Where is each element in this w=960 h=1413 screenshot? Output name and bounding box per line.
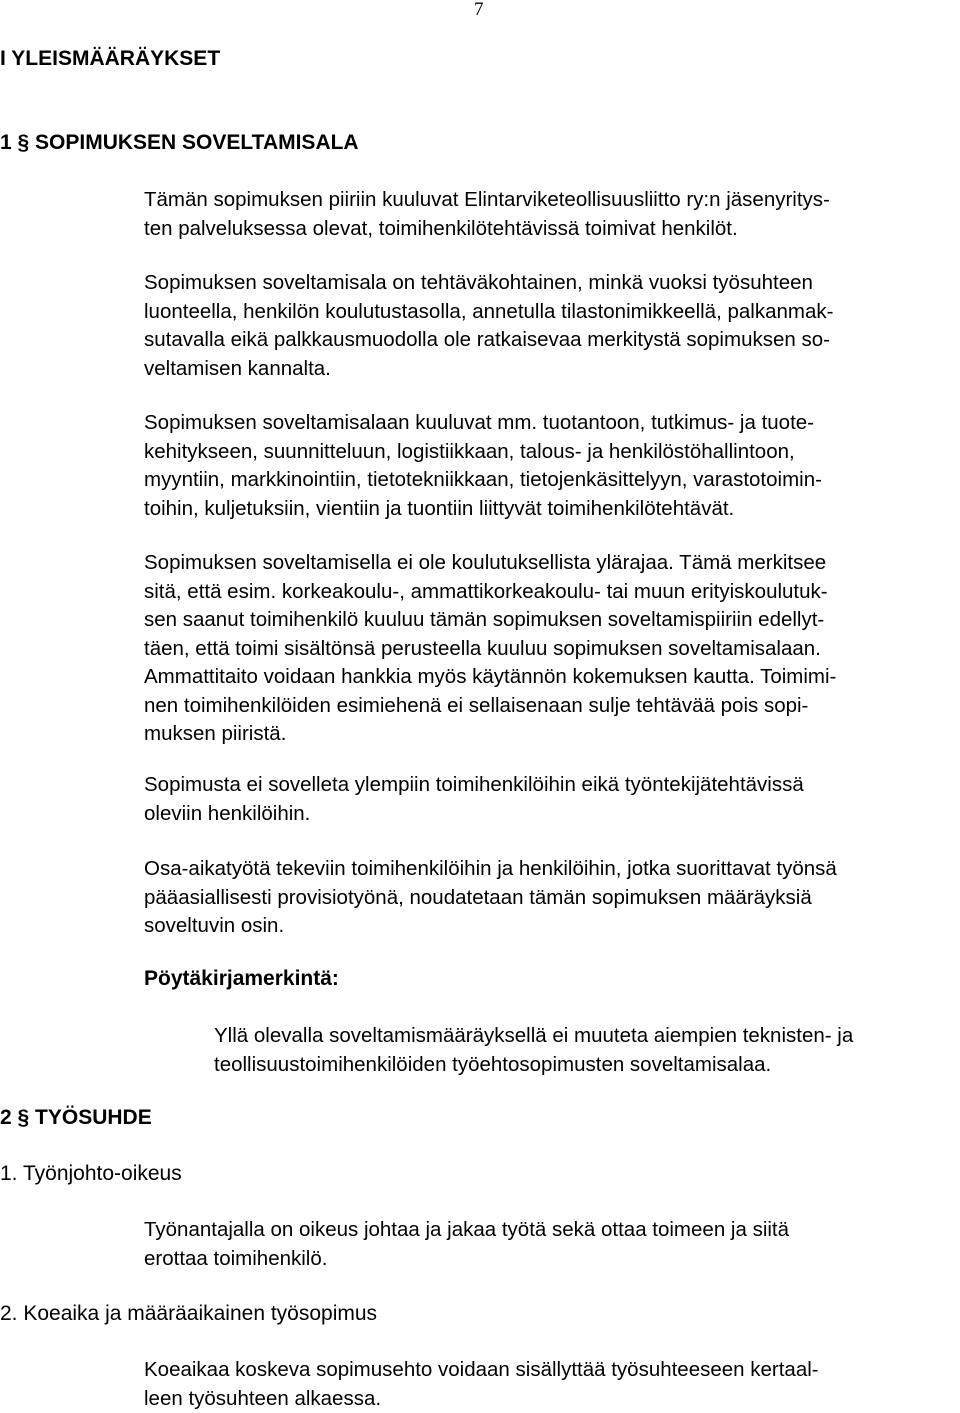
text-line: Työnantajalla on oikeus johtaa ja jakaa työtä sekä ottaa toimeen ja siitä [144,1216,944,1245]
text-line: leen työsuhteen alkaessa. [144,1385,944,1413]
s2-paragraph-1 [144,1216,944,1273]
subsection-2-title: 2. Koeaika ja määräaikainen työsopimus [0,1302,377,1326]
text-line: sen saanut toimihenkilö kuuluu tämän sopimuksen soveltamispiiriin edellyt- [144,606,944,635]
text-line: erottaa toimihenkilö. [144,1245,944,1274]
text-line: toihin, kuljetuksiin, vientiin ja tuontiin liittyvät toimihenkilötehtävät. [144,495,944,524]
text-line: Sopimusta ei sovelleta ylempiin toimihenkilöihin eikä työntekijätehtävissä [144,771,944,800]
page-number: 7 [474,0,484,19]
s1-paragraph-4 [144,549,944,749]
text-line: Sopimuksen soveltamisalaan kuuluvat mm. tuotantoon, tutkimus- ja tuote- [144,409,944,438]
text-line: teollisuustoimihenkilöiden työehtosopimusten soveltamisalaa. [214,1051,954,1080]
text-line: muksen piiristä. [144,720,944,749]
s1-paragraph-5 [144,771,944,828]
section-2-heading: 2 § TYÖSUHDE [0,1106,152,1130]
text-line: Osa-aikatyötä tekeviin toimihenkilöihin ja henkilöihin, jotka suorittavat työnsä [144,855,944,884]
text-line: veltamisen kannalta. [144,355,944,384]
text-line: soveltuvin osin. [144,912,944,941]
text-line: Ammattitaito voidaan hankkia myös käytännön kokemuksen kautta. Toimimi- [144,663,944,692]
text-line: pääasiallisesti provisiotyönä, noudatetaan tämän sopimuksen määräyksiä [144,884,944,913]
s1-paragraph-6 [144,855,944,941]
text-line: Koeaikaa koskeva sopimusehto voidaan sisällyttää työsuhteeseen kertaal- [144,1356,944,1385]
text-line: täen, että toimi sisältönsä perusteella kuuluu sopimuksen soveltamisalaan. [144,635,944,664]
s1-paragraph-3 [144,409,944,523]
text-line: Sopimuksen soveltamisella ei ole koulutuksellista ylärajaa. Tämä merkitsee [144,549,944,578]
subsection-1-title: 1. Työnjohto-oikeus [0,1162,182,1186]
text-line: myyntiin, markkinointiin, tietotekniikkaan, tietojenkäsittelyyn, varastotoimin- [144,466,944,495]
text-line: sutavalla eikä palkkausmuodolla ole ratkaisevaa merkitystä sopimuksen so- [144,326,944,355]
s1-paragraph-2 [144,269,944,383]
text-line: ten palveluksessa olevat, toimihenkilötehtävissä toimivat henkilöt. [144,215,944,244]
s1-paragraph-1 [144,186,944,243]
text-line: Yllä olevalla soveltamismääräyksellä ei muuteta aiempien teknisten- ja [214,1022,954,1051]
protocol-note-text [214,1022,954,1079]
s2-paragraph-2 [144,1356,944,1413]
text-line: Sopimuksen soveltamisala on tehtäväkohtainen, minkä vuoksi työsuhteen [144,269,944,298]
text-line: Tämän sopimuksen piiriin kuuluvat Elintarviketeollisuusliitto ry:n jäsenyritys- [144,186,944,215]
section-1-heading: 1 § SOPIMUKSEN SOVELTAMISALA [0,131,359,155]
text-line: sitä, että esim. korkeakoulu-, ammattikorkeakoulu- tai muun erityiskoulutuk- [144,578,944,607]
protocol-note-label: Pöytäkirjamerkintä: [144,967,339,991]
text-line: nen toimihenkilöiden esimiehenä ei sellaisenaan sulje tehtävää pois sopi- [144,692,944,721]
text-line: kehitykseen, suunnitteluun, logistiikkaan, talous- ja henkilöstöhallintoon, [144,438,944,467]
text-line: oleviin henkilöihin. [144,800,944,829]
text-line: luonteella, henkilön koulutustasolla, annetulla tilastonimikkeellä, palkanmak- [144,298,944,327]
section-title: I YLEISMÄÄRÄYKSET [0,47,220,71]
